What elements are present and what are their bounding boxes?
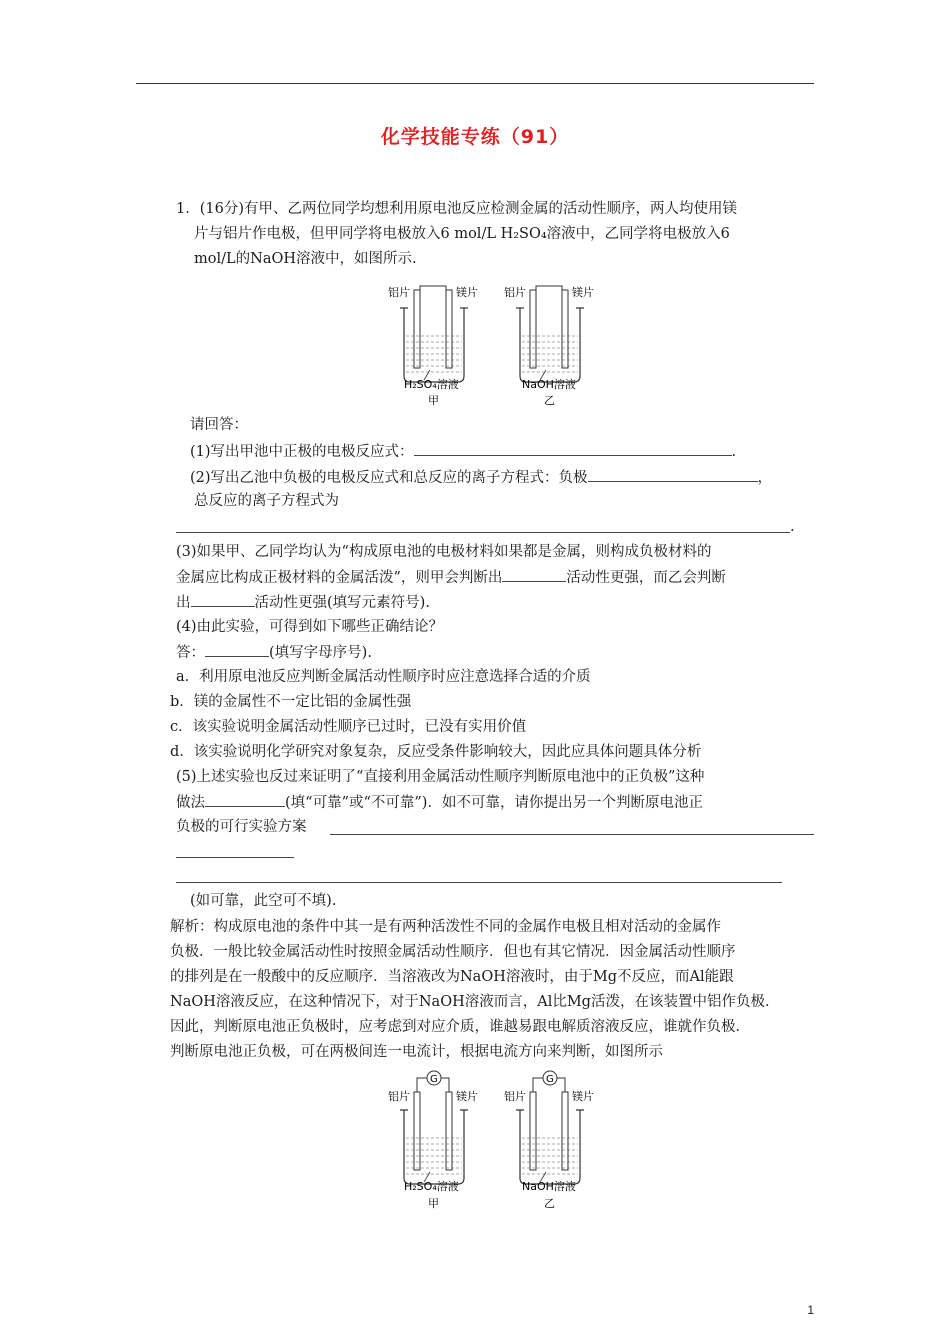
analysis-line-5: 因此，判断原电池正负极时，应考虑到对应介质，谁越易跟电解质溶液反应，谁就作负极． (170, 1019, 750, 1035)
analysis-line-2: 负极．一般比较金属活动性时按照金属活动性顺序．但也有其它情况．因金属活动性顺序 (170, 944, 736, 960)
fig2-right-mg-label: 镁片 (572, 1090, 594, 1103)
page-title: 化学技能专练（91） (380, 126, 570, 148)
fig2-left-solution: H₂SO₄溶液 (404, 1180, 459, 1193)
option-b: b．镁的金属性不一定比铝的金属性强 (170, 694, 412, 710)
beaker-yi-with-meter (504, 1071, 594, 1210)
q5-plan-blank-3[interactable] (176, 882, 782, 883)
option-a: a．利用原电池反应判断金属活动性顺序时应注意选择合适的介质 (176, 669, 591, 685)
header-rule (136, 83, 814, 84)
fig1-right-al-label: 铝片 (504, 286, 526, 299)
fig2-left-al-label: 铝片 (388, 1090, 410, 1103)
fig2-left-mg-label: 镁片 (456, 1090, 478, 1103)
q1-text: (1)写出甲池中正极的电极反应式： (190, 444, 414, 460)
fig1-left-al-label: 铝片 (388, 286, 410, 299)
q3-text-d: 活动性更强(填写元素符号). (254, 595, 430, 611)
fig2-left-caption: 甲 (428, 1197, 439, 1210)
q5-text-c: 负极的可行实验方案 (176, 819, 307, 835)
fig2-left-meter: G (430, 1074, 438, 1085)
fig1-left-caption: 甲 (428, 394, 439, 407)
q1-blank[interactable] (414, 440, 732, 456)
q5-text-b: (填“可靠”或“不可靠”)．如不可靠，请你提出另一个判断原电池正 (285, 795, 703, 811)
answer-prompt: 请回答： (190, 417, 248, 433)
beaker-jia-with-meter (388, 1071, 478, 1210)
fig1-right-solution: NaOH溶液 (522, 378, 576, 391)
figure-2 (380, 1070, 620, 1210)
q4-answer-line (176, 641, 372, 664)
fig2-right-al-label: 铝片 (504, 1090, 526, 1103)
q2-line-2: 总反应的离子方程式为 (194, 493, 339, 509)
q5-line-1: (5)上述实验也反过来证明了“直接利用金属活动性顺序判断原电池中的正负极”这种 (176, 769, 705, 785)
q2-total-blank[interactable] (176, 532, 790, 533)
q3-text-c: 出 (176, 595, 191, 611)
q2-text: (2)写出乙池中负极的电极反应式和总反应的离子方程式：负极 (190, 470, 588, 486)
q5-plan-blank-1[interactable] (330, 834, 814, 835)
analysis-line-3: 的排列是在一般酸中的反应顺序．当溶液改为NaOH溶液时，由于Mg不反应，而Al能跟 (170, 969, 734, 985)
q1-line (190, 440, 736, 463)
fig1-left-mg-label: 镁片 (456, 286, 478, 299)
analysis-line-4: NaOH溶液反应，在这种情况下，对于NaOH溶液而言，Al比Mg活泼，在该装置中铝作负极． (170, 994, 780, 1010)
fig2-right-meter: G (546, 1074, 554, 1085)
question-intro-line-1: 1．(16分)有甲、乙两位同学均想利用原电池反应检测金属的活动性顺序，两人均使用镁 (176, 201, 737, 217)
analysis-line-6: 判断原电池正负极，可在两极间连一电流计，根据电流方向来判断，如图所示 (170, 1044, 663, 1060)
q2-line-1 (190, 466, 772, 489)
q3-yi-blank[interactable] (191, 591, 255, 607)
q3-line-1: (3)如果甲、乙同学均认为“构成原电池的电极材料如果都是金属，则构成负极材料的 (176, 544, 712, 560)
q5-line-2 (176, 791, 703, 814)
q4-line: (4)由此实验，可得到如下哪些正确结论？ (176, 619, 444, 635)
figure-1 (380, 278, 620, 408)
q5-text-a: 做法 (176, 795, 205, 811)
question-intro-line-3: mol/L的NaOH溶液中，如图所示. (194, 251, 417, 267)
q4-answer-prefix: 答： (176, 645, 205, 661)
q2-end: . (790, 519, 795, 535)
q4-answer-suffix: (填写字母序号). (269, 645, 372, 661)
fig2-right-caption: 乙 (544, 1197, 555, 1210)
q4-answer-blank[interactable] (205, 641, 269, 657)
q3-text-a: 金属应比构成正极材料的金属活泼”，则甲会判断出 (176, 570, 503, 586)
question-intro-line-2: 片与铝片作电极，但甲同学将电极放入6 mol/L H₂SO₄溶液中，乙同学将电极放入6 (194, 226, 730, 242)
beaker-jia (388, 285, 478, 407)
fig1-left-solution: H₂SO₄溶液 (404, 378, 459, 391)
q3-line-3 (176, 591, 430, 614)
q2-comma: ， (757, 470, 773, 486)
fig1-right-mg-label: 镁片 (572, 286, 594, 299)
q2-negative-blank[interactable] (588, 466, 758, 482)
beaker-yi (504, 285, 594, 407)
q5-line-3 (176, 816, 307, 838)
fig1-right-caption: 乙 (544, 394, 555, 407)
option-d: d．该实验说明化学研究对象复杂，反应受条件影响较大，因此应具体问题具体分析 (170, 744, 702, 760)
page-number: 1 (807, 1303, 814, 1317)
option-c: c．该实验说明金属活动性顺序已过时，已没有实用价值 (170, 719, 527, 735)
q3-jia-blank[interactable] (502, 566, 566, 582)
fig2-right-solution: NaOH溶液 (522, 1180, 576, 1193)
q5-plan-blank-2[interactable] (176, 857, 294, 858)
q5-note: (如可靠，此空可不填). (190, 893, 337, 909)
q3-line-2 (176, 566, 726, 589)
q1-end: . (731, 444, 737, 460)
q3-text-b: 活动性更强，而乙会判断 (566, 570, 726, 586)
analysis-line-1: 解析：构成原电池的条件中其一是有两种活泼性不同的金属作电极且相对活动的金属作 (170, 919, 721, 935)
q5-reliable-blank[interactable] (205, 791, 285, 807)
